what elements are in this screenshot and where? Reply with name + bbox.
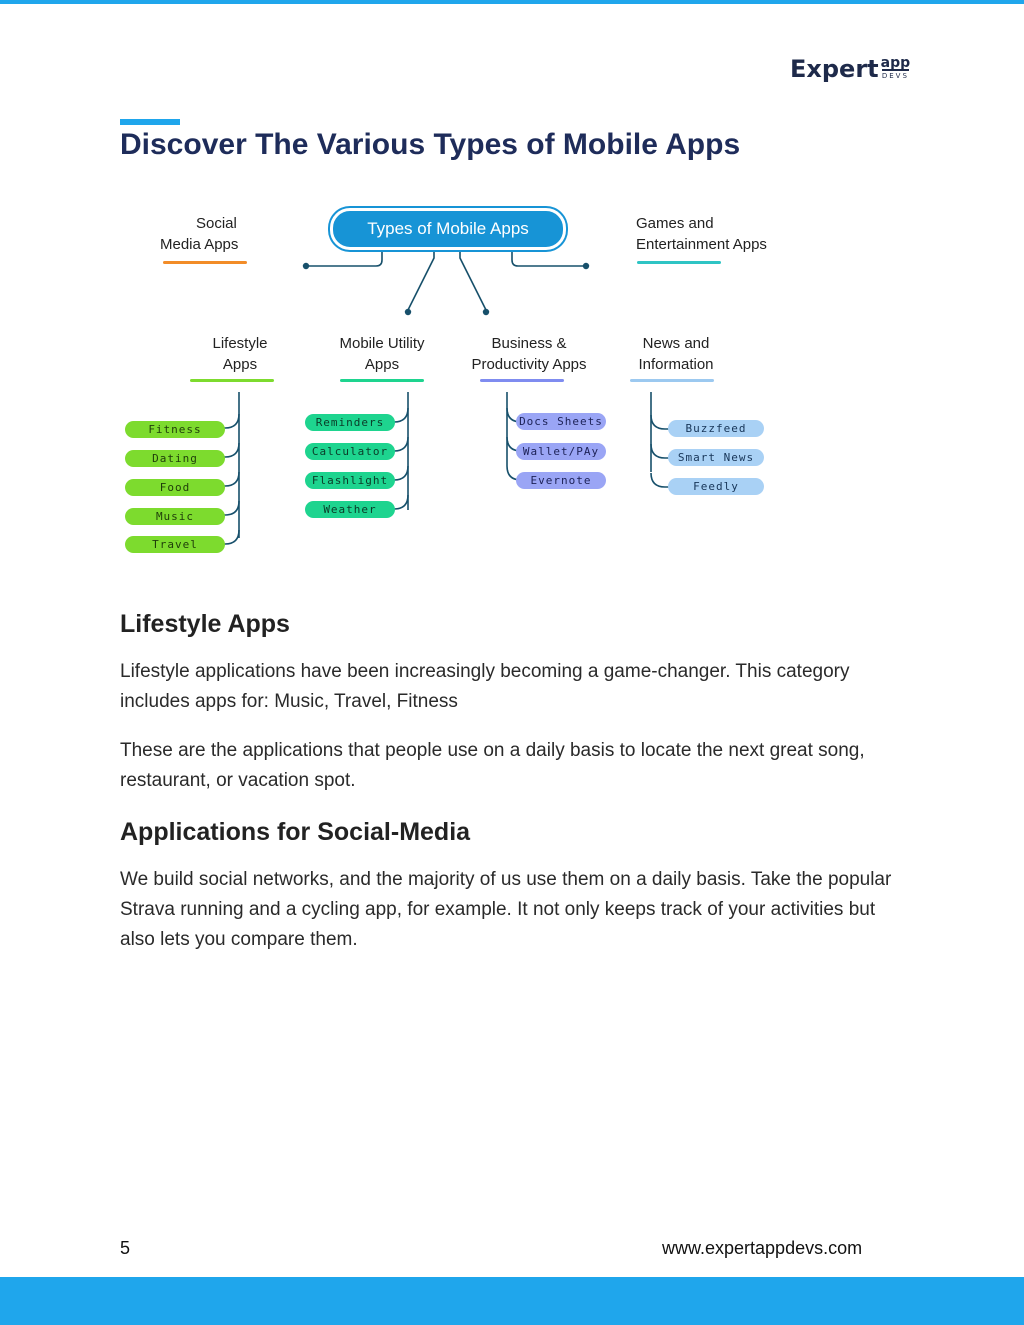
mobile-app-types-diagram xyxy=(118,196,798,568)
category-utility-line2: Apps xyxy=(364,356,400,373)
category-lifestyle-underline xyxy=(190,379,274,382)
section-heading-social-media: Applications for Social-Media xyxy=(120,818,471,846)
page-number: 5 xyxy=(120,1238,131,1258)
category-social-media xyxy=(160,213,270,255)
business-item-docs-sheets: Docs Sheets xyxy=(516,413,606,430)
lifestyle-item-fitness: Fitness xyxy=(125,421,225,438)
title-accent-bar xyxy=(120,119,180,125)
category-lifestyle xyxy=(190,333,290,375)
category-social-line2: Media Apps xyxy=(160,236,239,253)
category-news-line1: News and xyxy=(642,335,710,352)
utility-item-reminders: Reminders xyxy=(305,414,395,431)
category-business-line1: Business & xyxy=(491,335,567,352)
company-logo xyxy=(790,56,910,86)
category-games-entertainment xyxy=(636,213,796,255)
logo-app-text: app xyxy=(880,55,911,71)
category-business-line2: Productivity Apps xyxy=(471,356,587,373)
connector-business xyxy=(460,246,486,310)
news-item-feedly: Feedly xyxy=(668,478,764,495)
logo-wordmark: Expert xyxy=(790,55,879,83)
section-heading-lifestyle: Lifestyle Apps xyxy=(120,610,290,638)
category-games-underline xyxy=(637,261,721,264)
social-media-paragraph-1: We build social networks, and the majority of us use them on a daily basis. Take the popular Strava running and a cycling app, for example. It not only keeps track of your activities but also lets you compare them. xyxy=(120,869,892,950)
category-news-underline xyxy=(630,379,714,382)
business-item-wallet-pay: Wallet/PAy xyxy=(516,443,606,460)
top-accent-bar xyxy=(0,0,1024,4)
website-link[interactable]: www.expertappdevs.com xyxy=(662,1238,863,1258)
category-games-line2: Entertainment Apps xyxy=(636,236,767,253)
lifestyle-paragraph-2: These are the applications that people use on a daily basis to locate the next great song, restaurant, or vacation spot. xyxy=(120,740,865,791)
bottom-accent-bar xyxy=(0,1277,1024,1325)
logo-devs-text: DEVS xyxy=(882,69,909,80)
category-business-underline xyxy=(480,379,564,382)
category-utility-underline xyxy=(340,379,424,382)
category-utility-line1: Mobile Utility xyxy=(339,335,425,352)
news-item-buzzfeed: Buzzfeed xyxy=(668,420,764,437)
category-lifestyle-line2: Apps xyxy=(222,356,258,373)
category-mobile-utility xyxy=(332,333,432,375)
connector-utility xyxy=(408,246,434,310)
category-news-information xyxy=(626,333,726,375)
category-social-line1: Social xyxy=(196,215,237,232)
lifestyle-item-music: Music xyxy=(125,508,225,525)
lifestyle-item-food: Food xyxy=(125,479,225,496)
utility-item-weather: Weather xyxy=(305,501,395,518)
utility-item-calculator: Calculator xyxy=(305,443,395,460)
category-lifestyle-line1: Lifestyle xyxy=(212,335,268,352)
news-item-smart-news: Smart News xyxy=(668,449,764,466)
category-business-productivity xyxy=(466,333,592,375)
diagram-root-node: Types of Mobile Apps xyxy=(330,208,566,250)
utility-item-flashlight: Flashlight xyxy=(305,472,395,489)
lifestyle-item-travel: Travel xyxy=(125,536,225,553)
page-title: Discover The Various Types of Mobile Apps xyxy=(120,128,741,161)
lifestyle-paragraph-1: Lifestyle applications have been increasingly becoming a game-changer. This category includes apps for: Music, Travel, Fitness xyxy=(120,661,850,712)
category-social-underline xyxy=(163,261,247,264)
lifestyle-item-dating: Dating xyxy=(125,450,225,467)
logo-badge xyxy=(881,57,911,80)
category-games-line1: Games and xyxy=(636,215,714,232)
category-news-line2: Information xyxy=(638,356,714,373)
business-item-evernote: Evernote xyxy=(516,472,606,489)
